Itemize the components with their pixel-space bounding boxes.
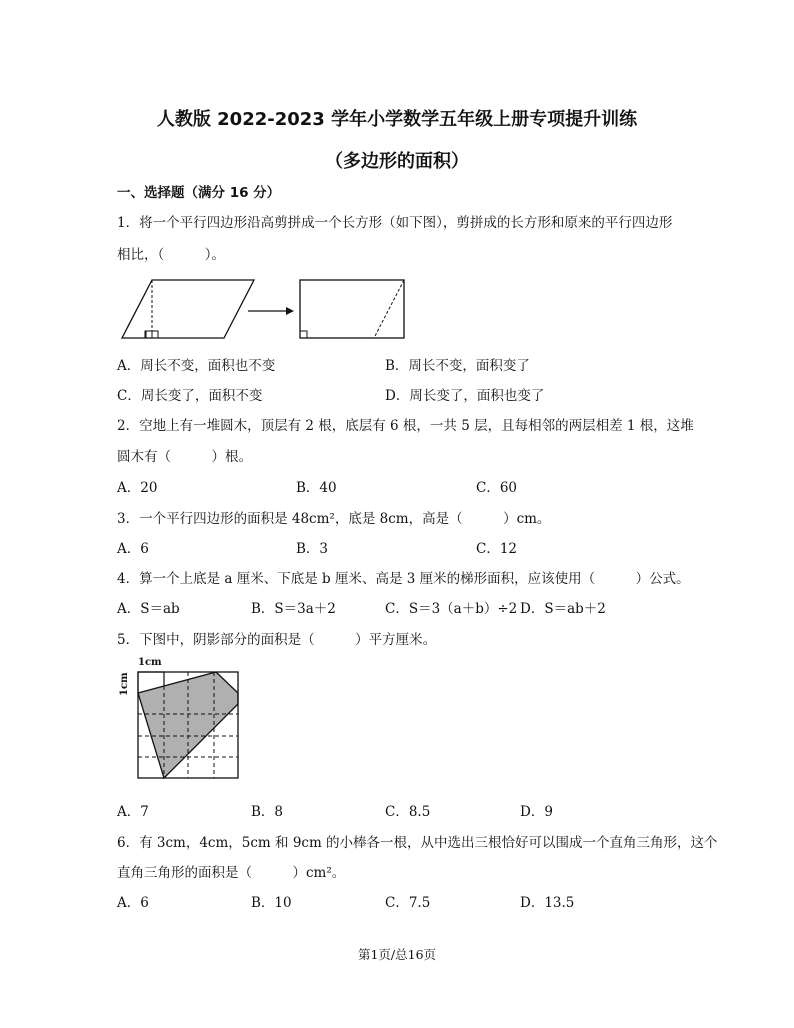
q1-option-d: D．周长变了，面积也变了 [385,388,545,404]
question-6-line-2: 直角三角形的面积是（ ）cm²。 [117,865,346,881]
q1-option-c: C．周长变了，面积不变 [117,388,263,404]
grid-shaded-quadrilateral-figure [116,656,246,784]
question-1-line-2: 相比，（ ）。 [117,247,225,263]
q4-option-d: D．S＝ab＋2 [520,601,606,617]
question-2-line-2: 圆木有（ ）根。 [117,449,252,465]
question-3-line-1: 3．一个平行四边形的面积是 48cm²，底是 8cm，高是（ ）cm。 [117,511,551,527]
page-subtitle: （多边形的面积） [325,151,469,172]
q3-option-b: B．3 [296,541,329,557]
q1-option-b: B．周长不变，面积变了 [385,358,530,374]
q6-option-d: D．13.5 [520,895,575,911]
q5-option-b: B．8 [251,804,284,820]
q3-option-a: A．6 [117,541,149,557]
q4-option-b: B．S＝3a＋2 [251,601,336,617]
q2-option-a: A．20 [117,480,158,496]
q5-option-c: C．8.5 [385,804,431,820]
q2-option-b: B．40 [296,480,337,496]
q6-option-a: A．6 [117,895,149,911]
q4-option-c: C．S＝3（a＋b）÷2 [385,601,518,617]
q5-option-d: D．9 [520,804,553,820]
question-1-line-1: 1．将一个平行四边形沿高剪拼成一个长方形（如下图），剪拼成的长方形和原来的平行四边形 [117,215,673,231]
right-angle-mark [300,331,307,338]
page-number: 第1页/总16页 [357,947,437,962]
q2-option-c: C．60 [476,480,518,496]
q5-option-a: A．7 [117,804,149,820]
q3-option-c: C．12 [476,541,518,557]
question-5-line-1: 5．下图中，阴影部分的面积是（ ）平方厘米。 [117,632,437,648]
rectangle-shape [300,280,404,338]
question-6-line-1: 6．有 3cm，4cm，5cm 和 9cm 的小棒各一根，从中选出三根恰好可以围成一个直角三角形，这个 [117,835,718,851]
parallelogram-to-rectangle-figure [118,276,408,342]
parallelogram-shape [122,280,254,338]
unit-label-horizontal: 1cm [138,657,162,668]
question-2-line-1: 2．空地上有一堆圆木，顶层有 2 根，底层有 6 根，一共 5 层，且每相邻的两层相差 1 根，这堆 [117,418,694,434]
q4-option-a: A．S＝ab [117,601,180,617]
q1-option-a: A．周长不变，面积也不变 [117,358,276,374]
section-heading: 一、选择题（满分 16 分） [117,185,281,201]
q6-option-c: C．7.5 [385,895,431,911]
q6-option-b: B．10 [251,895,292,911]
arrow-head-icon [286,307,294,315]
cut-dashed-line [374,280,404,338]
unit-label-vertical: 1cm [119,672,130,696]
question-4-line-1: 4．算一个上底是 a 厘米、下底是 b 厘米、高是 3 厘米的梯形面积，应该使用（ ）公式。 [117,571,690,587]
page-title: 人教版 2022-2023 学年小学数学五年级上册专项提升训练 [156,109,638,130]
